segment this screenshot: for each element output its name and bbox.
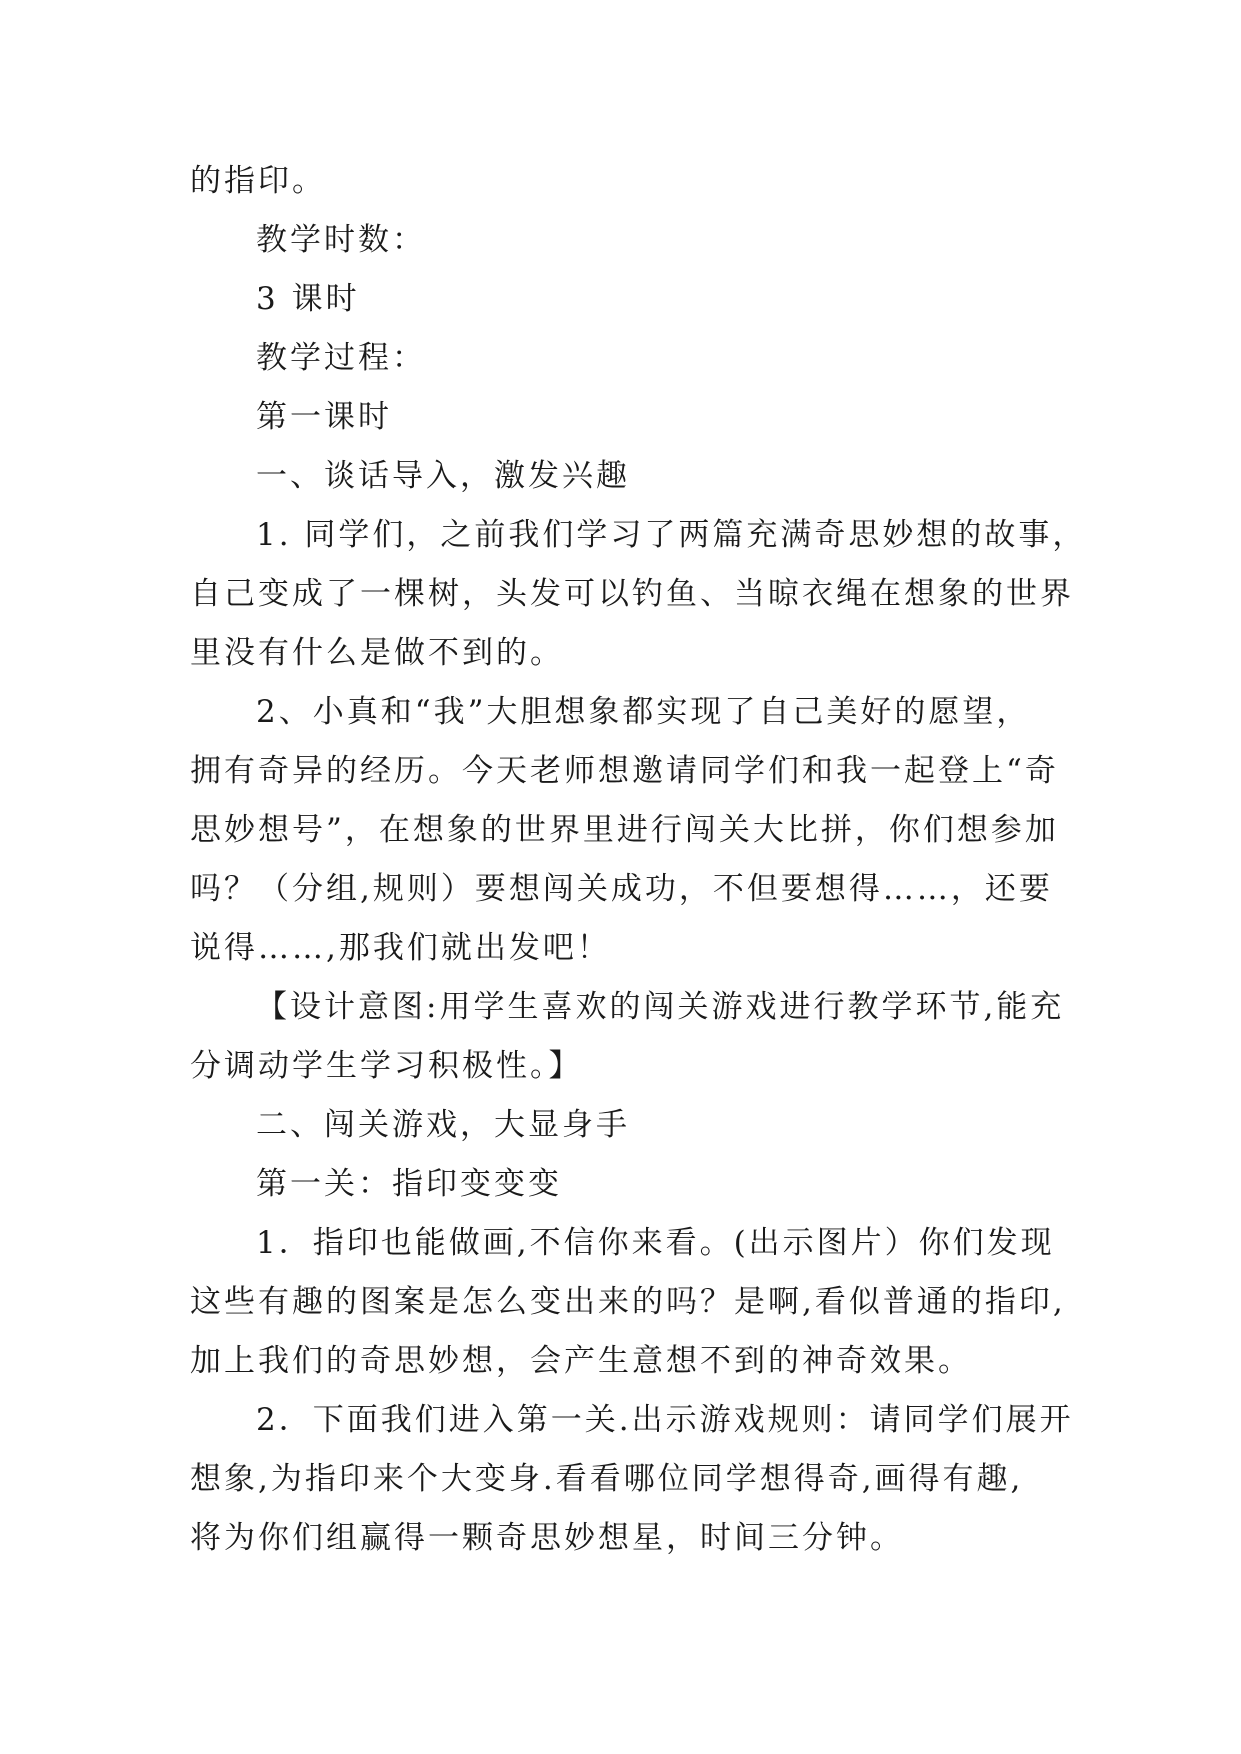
text-line: 2．下面我们进入第一关.出示游戏规则：请同学们展开 — [256, 1402, 1074, 1438]
text-line: 1．指印也能做画,不信你来看。(出示图片）你们发现 — [256, 1225, 1055, 1261]
text-line: 2、小真和“我”大胆想象都实现了自己美好的愿望， — [256, 694, 1031, 730]
section-heading-2: 二、闯关游戏，大显身手 — [256, 1107, 630, 1143]
text-line: 的指印。 — [190, 163, 326, 199]
heading-teaching-process: 教学过程： — [256, 340, 426, 376]
text-line: 3 课时 — [256, 281, 360, 317]
subsection-heading: 第一关：指印变变变 — [256, 1166, 562, 1202]
text-line: 【设计意图:用学生喜欢的闯关游戏进行教学环节,能充 — [256, 989, 1065, 1025]
text-line: 里没有什么是做不到的。 — [190, 635, 564, 671]
heading-teaching-hours: 教学时数： — [256, 222, 426, 258]
paragraph — [190, 683, 1060, 978]
section-heading-1: 一、谈话导入，激发兴趣 — [256, 458, 630, 494]
paragraph — [190, 1214, 1066, 1391]
heading-first-lesson: 第一课时 — [256, 399, 392, 435]
paragraph — [190, 1391, 1074, 1568]
text-line: 1. 同学们，之前我们学习了两篇充满奇思妙想的故事， — [256, 517, 1087, 553]
text-line: 想象,为指印来个大变身.看看哪位同学想得奇,画得有趣, — [190, 1461, 1024, 1497]
text-line: 拥有奇异的经历。今天老师想邀请同学们和我一起登上“奇 — [190, 753, 1059, 789]
design-intent-paragraph — [190, 978, 1065, 1096]
text-line: 说得……,那我们就出发吧！ — [190, 930, 611, 966]
text-line: 加上我们的奇思妙想，会产生意想不到的神奇效果。 — [190, 1343, 972, 1379]
text-line: 自己变成了一棵树，头发可以钓鱼、当晾衣绳在想象的世界 — [190, 576, 1074, 612]
text-line: 将为你们组赢得一颗奇思妙想星，时间三分钟。 — [190, 1520, 904, 1556]
paragraph — [190, 506, 1087, 683]
text-line: 分调动学生学习积极性。】 — [190, 1048, 583, 1084]
text-line: 这些有趣的图案是怎么变出来的吗？是啊,看似普通的指印, — [190, 1284, 1066, 1320]
document-body — [190, 152, 1087, 1568]
text-line: 吗？（分组,规则）要想闯关成功，不但要想得……，还要 — [190, 871, 1053, 907]
text-line: 思妙想号”，在想象的世界里进行闯关大比拼，你们想参加 — [190, 812, 1059, 848]
